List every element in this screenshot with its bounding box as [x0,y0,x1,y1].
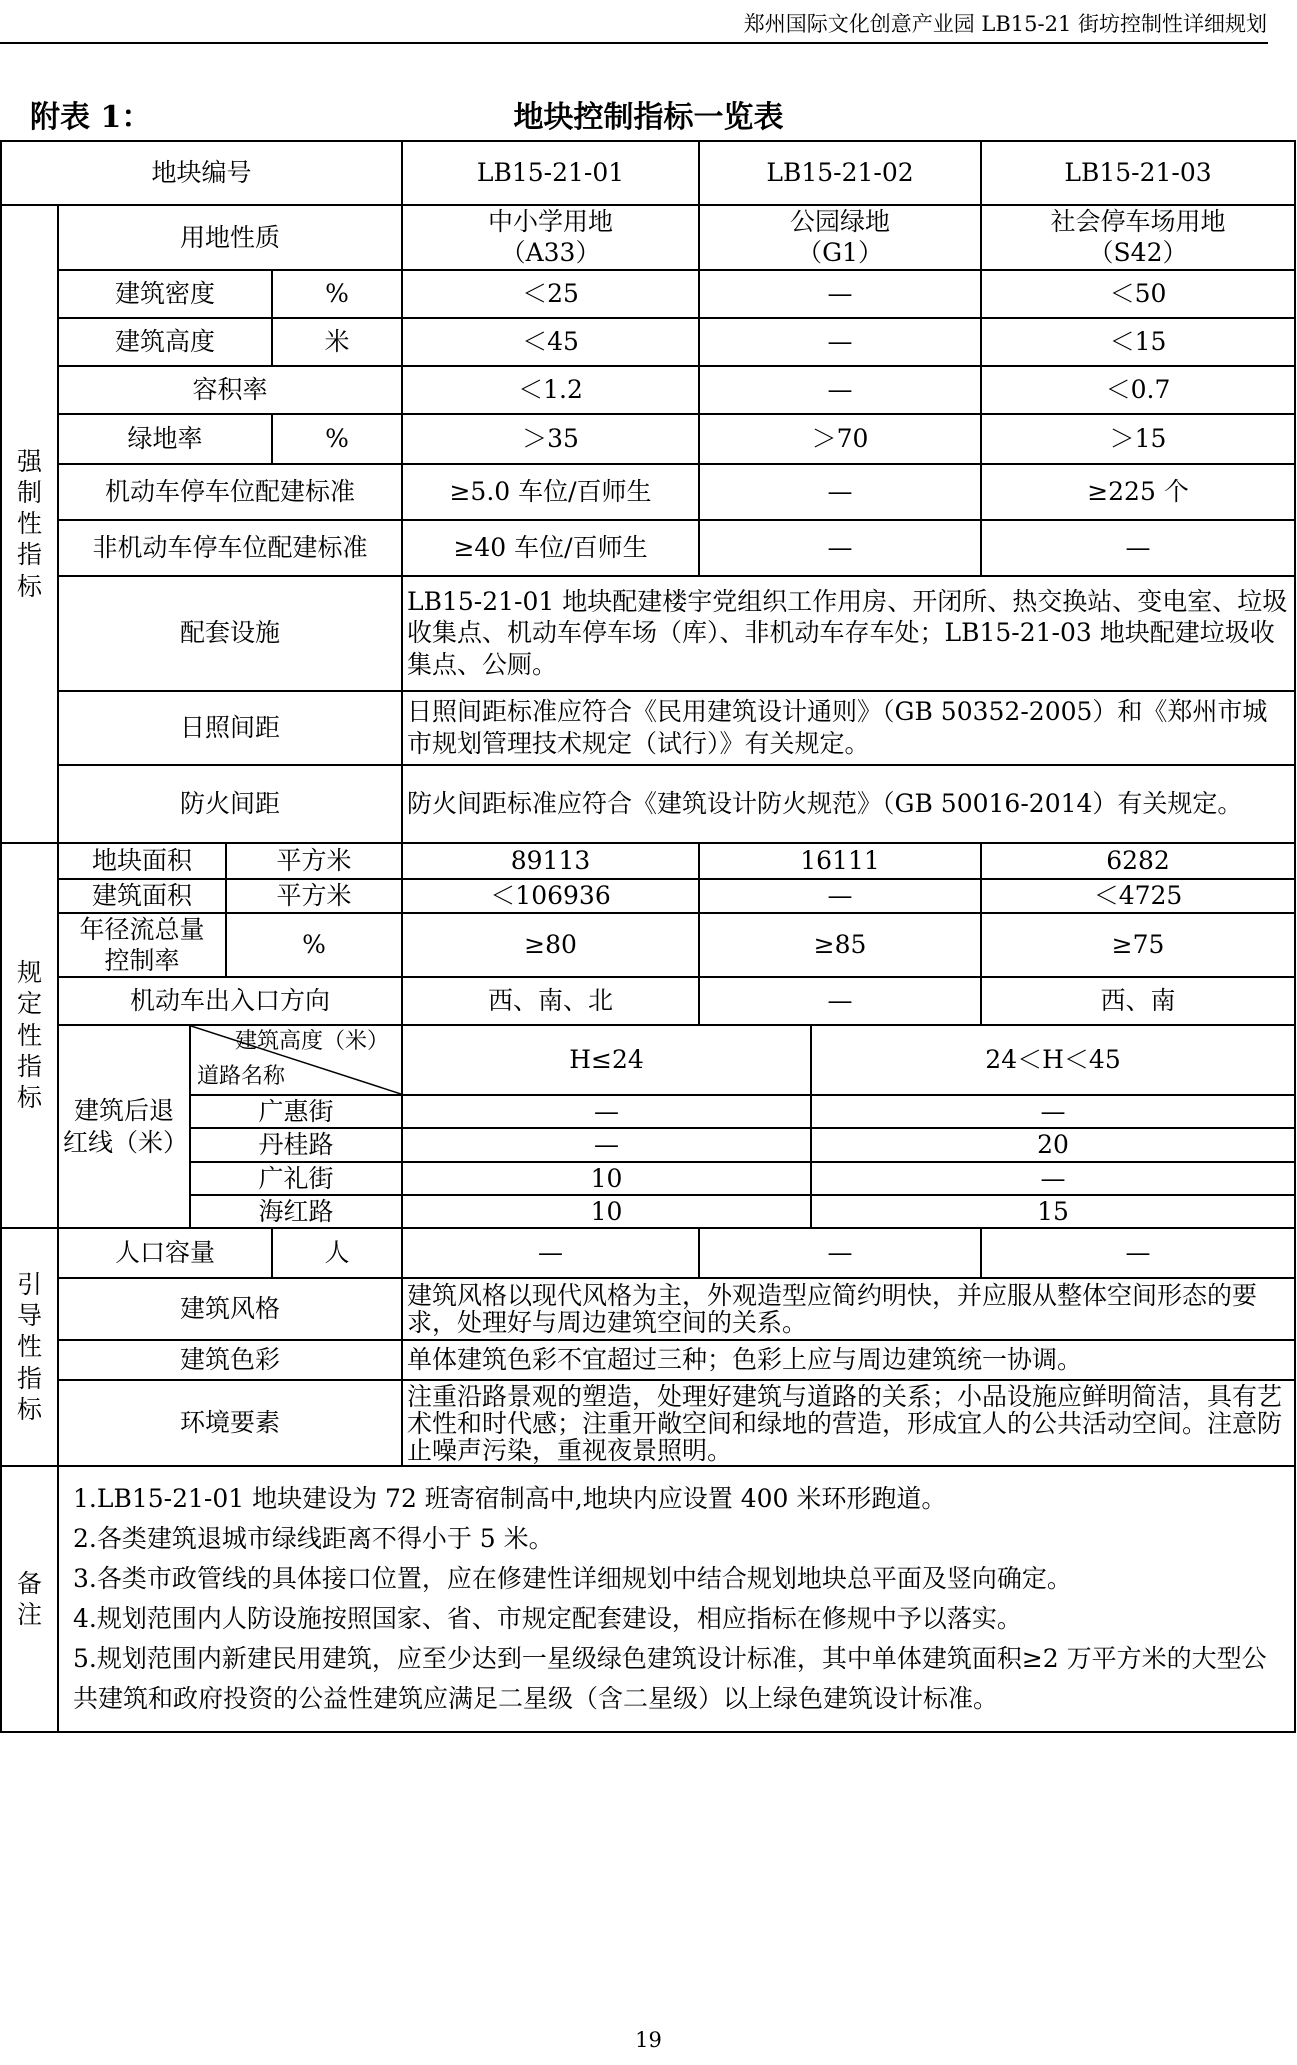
remark-item: 5.规划范围内新建民用建筑，应至少达到一星级绿色建筑设计标准，其中单体建筑面积≥2 万平方米的大型公共建筑和政府投资的公益性建筑应满足二星级（含二星级）以上绿色建筑设计标准。 [73,1644,1267,1713]
row-density [1,270,1295,318]
row-environment [1,1380,1295,1466]
setback-road: 广礼街 [190,1162,402,1195]
density-unit: % [272,270,402,318]
environment-text: 注重沿路景观的塑造，处理好建筑与道路的关系；小品设施应鲜明简洁，具有艺术性和时代感；注重开敞空间和绿地的营造，形成宜人的公共活动空间。注意防止噪声污染，重视夜景照明。 [402,1380,1295,1466]
diag-top-label: 建筑高度（米） [235,1029,390,1054]
row-setback-head [1,1025,1295,1095]
height-unit: 米 [272,318,402,366]
setback-road: 海红路 [190,1195,402,1228]
row-floor-area [1,879,1295,913]
setback-height-2: 24＜H＜45 [811,1025,1295,1095]
row-bike-parking [1,520,1295,576]
land-use-value-1: 中小学用地 （A33） [402,205,699,270]
control-index-table [0,140,1296,1733]
setback-value: 15 [811,1195,1295,1228]
row-plot-area [1,843,1295,879]
population-value-3: — [981,1228,1295,1278]
remark-item: 3.各类市政管线的具体接口位置，应在修建性详细规划中结合规划地块总平面及竖向确定。 [73,1564,1072,1593]
runoff-label: 年径流总量 控制率 [58,913,226,978]
style-label: 建筑风格 [58,1278,402,1340]
setback-label: 建筑后退 红线（米） [58,1025,190,1228]
sunlight-label: 日照间距 [58,691,402,765]
green-value-3: ＞15 [981,414,1295,464]
bike-parking-value-1: ≥40 车位/百师生 [402,520,699,576]
far-value-3: ＜0.7 [981,366,1295,414]
floor-area-value-2: — [699,879,981,913]
setback-road: 丹桂路 [190,1128,402,1161]
sunlight-text: 日照间距标准应符合《民用建筑设计通则》（GB 50352-2005）和《郑州市城市规划管理技术规定（试行）》有关规定。 [402,691,1295,765]
floor-area-value-1: ＜106936 [402,879,699,913]
remarks-block [58,1466,1295,1732]
far-value-2: — [699,366,981,414]
floor-area-unit: 平方米 [226,879,402,913]
plot-id-label: 地块编号 [1,141,402,205]
density-value-2: — [699,270,981,318]
row-car-parking [1,464,1295,520]
plot-id-2: LB15-21-02 [699,141,981,205]
setback-row [1,1195,1295,1228]
setback-value: — [811,1095,1295,1128]
setback-row [1,1095,1295,1128]
facilities-text: LB15-21-01 地块配建楼宇党组织工作用房、开闭所、热交换站、变电室、垃圾收集点、机动车停车场（库）、非机动车存车处；LB15-21-03 地块配建垃圾收集点、公厕。 [402,576,1295,691]
land-use-value-2: 公园绿地 （G1） [699,205,981,270]
setback-value: 10 [402,1162,811,1195]
row-green [1,414,1295,464]
setback-value: 10 [402,1195,811,1228]
row-far [1,366,1295,414]
car-parking-value-2: — [699,464,981,520]
bike-parking-label: 非机动车停车位配建标准 [58,520,402,576]
table-caption-label: 附表 1： [30,100,152,135]
plot-area-value-1: 89113 [402,843,699,879]
plot-area-label: 地块面积 [58,843,226,879]
setback-row [1,1128,1295,1161]
green-unit: % [272,414,402,464]
row-runoff [1,913,1295,978]
green-value-2: ＞70 [699,414,981,464]
setback-value: — [402,1095,811,1128]
plot-area-unit: 平方米 [226,843,402,879]
group-mandatory: 强 制 性 指 标 [1,205,58,843]
row-entrance [1,977,1295,1025]
group-regulatory: 规 定 性 指 标 [1,843,58,1229]
population-unit: 人 [272,1228,402,1278]
plot-id-1: LB15-21-01 [402,141,699,205]
plot-area-value-3: 6282 [981,843,1295,879]
height-value-2: — [699,318,981,366]
plot-id-3: LB15-21-03 [981,141,1295,205]
runoff-value-2: ≥85 [699,913,981,978]
height-label: 建筑高度 [58,318,272,366]
remark-item: 1.LB15-21-01 地块建设为 72 班寄宿制高中,地块内应设置 400 米环形跑道。 [73,1484,947,1513]
setback-row [1,1162,1295,1195]
bike-parking-value-3: — [981,520,1295,576]
population-value-2: — [699,1228,981,1278]
car-parking-label: 机动车停车位配建标准 [58,464,402,520]
color-text: 单体建筑色彩不宜超过三种；色彩上应与周边建筑统一协调。 [402,1340,1295,1380]
green-value-1: ＞35 [402,414,699,464]
row-height [1,318,1295,366]
floor-area-label: 建筑面积 [58,879,226,913]
row-style [1,1278,1295,1340]
runoff-value-1: ≥80 [402,913,699,978]
facilities-label: 配套设施 [58,576,402,691]
setback-height-1: H≤24 [402,1025,811,1095]
group-remarks: 备 注 [1,1466,58,1732]
row-facilities [1,576,1295,691]
setback-road: 广惠街 [190,1095,402,1128]
entrance-value-3: 西、南 [981,977,1295,1025]
entrance-value-1: 西、南、北 [402,977,699,1025]
group-guidance: 引 导 性 指 标 [1,1228,58,1466]
remark-item: 4.规划范围内人防设施按照国家、省、市规定配套建设，相应指标在修规中予以落实。 [73,1604,1022,1633]
entrance-label: 机动车出入口方向 [58,977,402,1025]
density-label: 建筑密度 [58,270,272,318]
row-land-use [1,205,1295,270]
far-value-1: ＜1.2 [402,366,699,414]
height-value-3: ＜15 [981,318,1295,366]
page-number: 19 [635,2028,662,2052]
setback-value: — [811,1162,1295,1195]
height-value-1: ＜45 [402,318,699,366]
row-remarks [1,1466,1295,1732]
row-sunlight [1,691,1295,765]
runoff-unit: % [226,913,402,978]
plot-area-value-2: 16111 [699,843,981,879]
floor-area-value-3: ＜4725 [981,879,1295,913]
environment-label: 环境要素 [58,1380,402,1466]
table-head-row [1,141,1295,205]
setback-value: 20 [811,1128,1295,1161]
entrance-value-2: — [699,977,981,1025]
setback-value: — [402,1128,811,1161]
runoff-value-3: ≥75 [981,913,1295,978]
land-use-label: 用地性质 [58,205,402,270]
row-population [1,1228,1295,1278]
fire-label: 防火间距 [58,765,402,843]
population-label: 人口容量 [58,1228,272,1278]
density-value-3: ＜50 [981,270,1295,318]
remark-item: 2.各类建筑退城市绿线距离不得小于 5 米。 [73,1524,554,1553]
color-label: 建筑色彩 [58,1340,402,1380]
density-value-1: ＜25 [402,270,699,318]
green-label: 绿地率 [58,414,272,464]
far-label: 容积率 [58,366,402,414]
table-caption-title: 地块控制指标一览表 [513,100,784,135]
land-use-value-3: 社会停车场用地 （S42） [981,205,1295,270]
header-rule [0,42,1268,44]
bike-parking-value-2: — [699,520,981,576]
fire-text: 防火间距标准应符合《建筑设计防火规范》（GB 50016-2014）有关规定。 [402,765,1295,843]
style-text: 建筑风格以现代风格为主，外观造型应简约明快，并应服从整体空间形态的要求，处理好与周边建筑空间的关系。 [402,1278,1295,1340]
row-fire [1,765,1295,843]
row-color [1,1340,1295,1380]
setback-diagonal-header [190,1025,402,1095]
population-value-1: — [402,1228,699,1278]
diag-bottom-label: 道路名称 [197,1063,286,1089]
car-parking-value-3: ≥225 个 [981,464,1295,520]
running-header: 郑州国际文化创意产业园 LB15-21 街坊控制性详细规划 [743,12,1267,36]
car-parking-value-1: ≥5.0 车位/百师生 [402,464,699,520]
